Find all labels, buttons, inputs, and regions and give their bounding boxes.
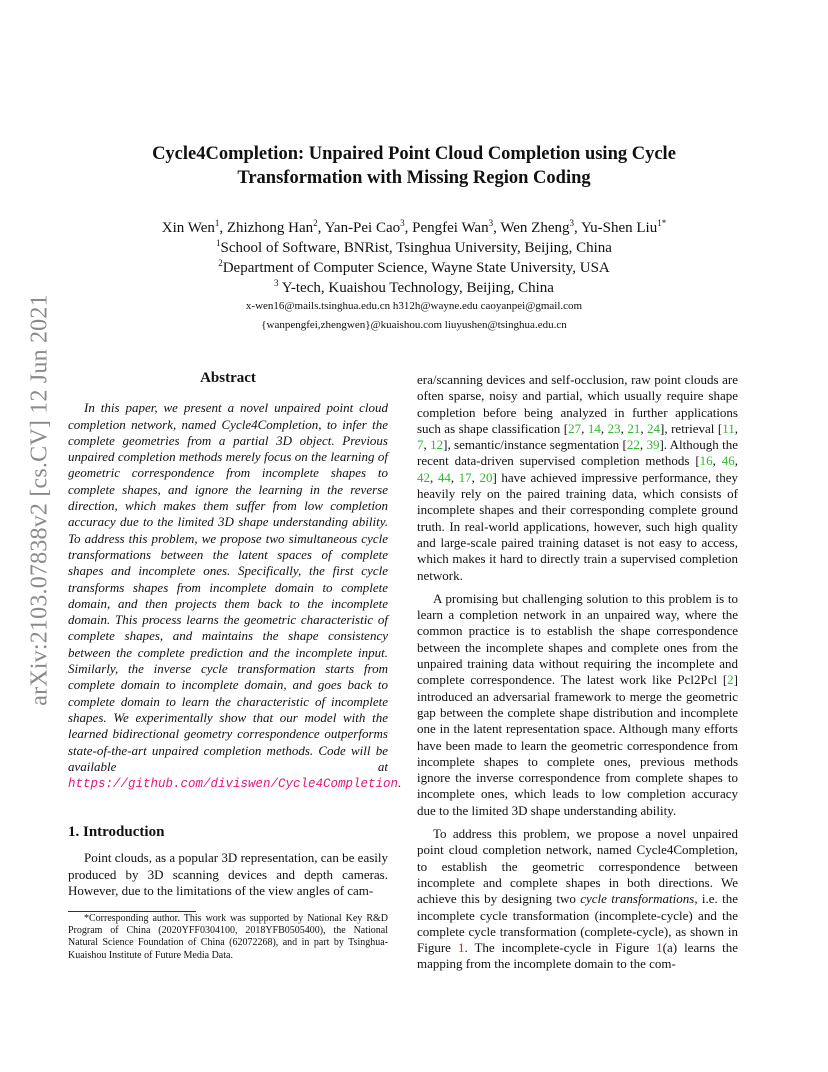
- footnote-rule: [68, 911, 196, 912]
- arxiv-identifier: arXiv:2103.07838v2 [cs.CV] 12 Jun 2021: [26, 294, 53, 706]
- introduction-heading: 1. Introduction: [68, 824, 165, 840]
- author-names: Xin Wen$^1$, Zhizhong Han$^2$, Yan-Pei Cao$^3$, Pengfei Wan$^3$, Wen Zheng$^3$, Yu-Shen Liu$^{1*}$: [161, 218, 667, 236]
- affiliation-2: $^2$Department of Computer Science, Wayne State University, USA: [218, 258, 610, 276]
- right-column: [417, 372, 738, 973]
- introduction-section: [68, 824, 388, 899]
- affiliation-3: $^3$ Y-tech, Kuaishou Technology, Beijing, China: [274, 278, 554, 296]
- paper-title: [70, 142, 758, 190]
- paragraph-3: To address this problem, we propose a novel unpaired point cloud completion network, named Cycle4Completion, to establish the geometric correspondence between incomplete and complete shapes in both directions. We achieve this by designing two cycle transformations, i.e. the incomplete cycle transformation (incomplete-cycle) and the complete cycle transformation (complete-cycle), as shown in Figure 1. The incomplete-cycle in Figure 1(a) learns the mapping from the incomplete domain to the com-: [417, 826, 739, 972]
- footnote: *Corresponding author. This work was supported by National Key R&D Program of China (2020YFF0304100, 2018YFB0505400), the National Natural Science Foundation of China (62072268), and in part by Tsinghua-Kuaishou Institute of Future Media Data.: [68, 913, 388, 961]
- introduction-paragraph: Point clouds, as a popular 3D representation, can be easily produced by 3D scanning devices and depth cameras. However, due to the limitations of the view angles of cam-: [68, 850, 388, 898]
- affiliation-1: $^1$School of Software, BNRist, Tsinghua University, Beijing, China: [216, 238, 612, 256]
- paragraph-1: era/scanning devices and self-occlusion, raw point clouds are often sparse, noisy and partial, which usually require shape completion before being analyzed in further applications such as shape classification [27, 14, 23, 21, 24], retrieval [11, 7, 12], semantic/instance segmentation [22, 39]. Although the recent data-driven supervised completion methods [16, 46, 42, 44, 17, 20] have achieved impressive performance, they heavily rely on the paired training data, which consists of incomplete shapes and their corresponding complete ground truth. In real-world applications, however, such high quality and large-scale paired training dataset is not easy to access, which makes it hard to directly train a supervised completion network.: [417, 372, 739, 583]
- author-list: [70, 218, 758, 298]
- title-line-2: Transformation with Missing Region Coding: [237, 168, 591, 188]
- code-link[interactable]: https://github.com/diviswen/Cycle4Completion: [68, 777, 399, 792]
- emails-line-1: x-wen16@mails.tsinghua.edu.cn h312h@wayne.edu caoyanpei@gmail.com: [245, 300, 583, 312]
- arxiv-sidebar: [22, 290, 58, 710]
- title-line-1: Cycle4Completion: Unpaired Point Cloud Completion using Cycle: [152, 144, 676, 164]
- author-emails: [70, 298, 758, 333]
- abstract-section: [68, 370, 402, 792]
- abstract-body: In this paper, we present a novel unpaired point cloud completion network, named Cycle4Completion, to infer the complete geometries from a partial 3D object. Previous unpaired completion methods merely focus on the learning of geometric correspondence from incomplete shapes to complete shapes, and ignore the learning in the reverse direction, which makes them suffer from low completion accuracy due to the limited 3D shape understanding ability. To address this problem, we propose two simultaneous cycle transformations between the latent spaces of complete shapes and incomplete ones. Specifically, the first cycle transforms shapes from incomplete domain to complete domain, and then projects them back to the incomplete domain. This process learns the geometric characteristic of complete shapes, and maintains the shape consistency between the complete prediction and the incomplete input. Similarly, the inverse cycle transformation starts from complete domain to incomplete domain, and goes back to complete domain to learn the characteristic of incomplete shapes. We experimentally show that our model with the learned bidirectional geometry correspondence outperforms state-of-the-art unpaired completion methods. Code will be available at https://github.com/diviswen/Cycle4Completion.: [68, 400, 402, 792]
- abstract-heading: Abstract: [200, 370, 256, 386]
- emails-line-2: {wanpengfei,zhengwen}@kuaishou.com liuyushen@tsinghua.edu.cn: [261, 319, 567, 331]
- paragraph-2: A promising but challenging solution to this problem is to learn a completion network in an unpaired way, where the common practice is to establish the shape correspondence between the incomplete shapes and complete ones from the unpaired training data without requiring the incomplete and complete correspondence. The latest work like Pcl2Pcl [2] introduced an adversarial framework to merge the geometric gap between the complete shape distribution and incomplete one in the latent representation space. Although many efforts have been made to learn the geometric correspondence from incomplete shapes to complete ones, previous methods ignore the inverse correspondence from complete shapes to incomplete ones, which leads to low completion accuracy due to the limited 3D shape understanding ability.: [417, 590, 738, 818]
